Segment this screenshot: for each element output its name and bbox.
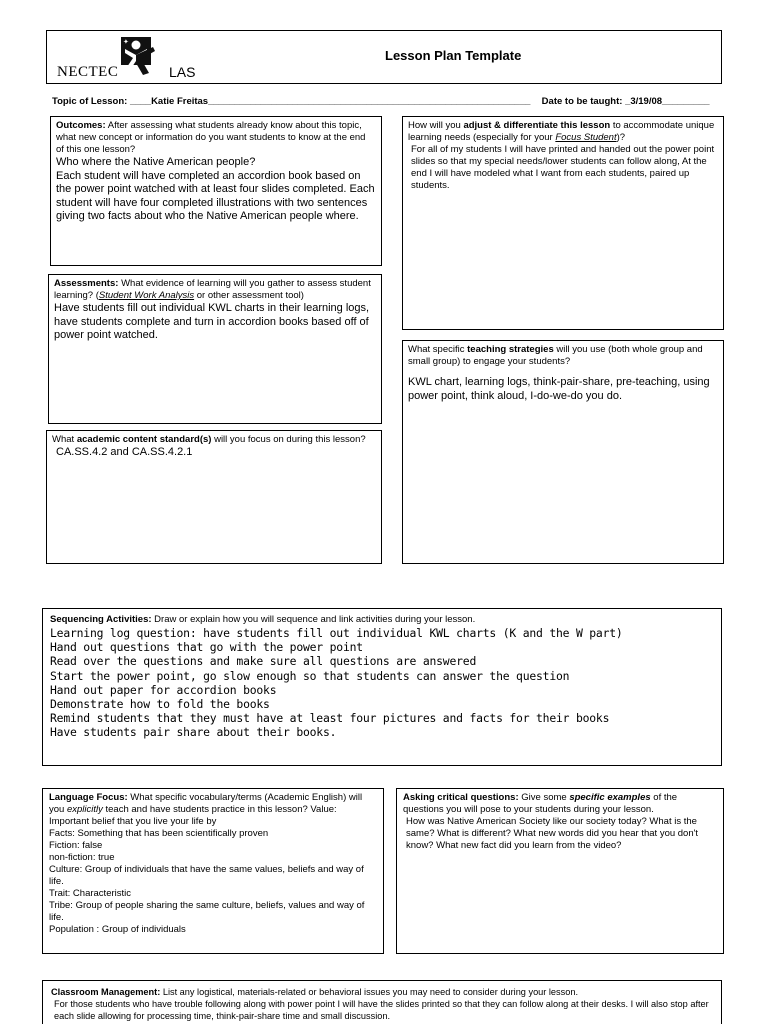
language-box	[42, 788, 384, 954]
language-line-7: Population : Group of individuals	[49, 924, 186, 935]
adjust-prompt: How will you adjust & differentiate this lesson to accommodate unique learning needs (especially for your Focus Student)?	[408, 120, 715, 143]
sequencing-line-1: Learning log question: have students fill out individual KWL charts (K and the W part)	[50, 626, 623, 640]
strategies-box	[402, 340, 724, 564]
nectec-logo	[55, 35, 205, 79]
management-box	[42, 980, 722, 1024]
critical-response: How was Native American Society like our society today? What is the same? What is different? What new words did you hear that you don't know? What new fact did you learn from the video?	[406, 816, 699, 851]
language-line-3: non-fiction: true	[49, 852, 115, 863]
management-prompt: Classroom Management: List any logistical, materials-related or behavioral issues you may need to consider during your lesson.	[51, 987, 579, 997]
language-line-4: Culture: Group of individuals that have the same values, beliefs and way of life.	[49, 864, 364, 887]
sequencing-line-5: Hand out paper for accordion books	[50, 682, 277, 697]
critical-prompt: Asking critical questions: Give some specific examples of the questions you will pose to your students during your lesson.	[403, 792, 678, 815]
topic-value: ____Katie Freitas_____________________________________________________________	[129, 96, 531, 107]
adjust-box	[402, 116, 724, 330]
assessments-response: Have students fill out individual KWL charts in their learning logs, have students complete and turn in accordion books based off of power point watched.	[54, 302, 370, 341]
critical-box	[396, 788, 724, 954]
sequencing-line-4: Start the power point, go slow enough so that students can answer the question	[50, 668, 570, 683]
assessments-box	[48, 274, 382, 424]
logo-text-left: NECTEC	[57, 64, 119, 80]
sequencing-line-6: Demonstrate how to fold the books	[50, 697, 270, 712]
management-response: For those students who have trouble following along with power point I will have the slides printed so that they can follow along at their desks. I will also stop after each slide allowing for processing time, think-pair-share time and small discussion.	[54, 999, 709, 1021]
standards-response: CA.SS.4.2 and CA.SS.4.2.1	[56, 446, 193, 458]
language-line-5: Trait: Characteristic	[49, 888, 131, 899]
sequencing-box	[42, 608, 722, 766]
strategies-response: KWL chart, learning logs, think-pair-share, pre-teaching, using power point, think aloud, I-do-we-do you do.	[408, 376, 710, 402]
svg-text:✦: ✦	[123, 39, 129, 46]
language-line-6: Tribe: Group of people sharing the same culture, beliefs, values and way of life.	[49, 900, 365, 923]
page-title: Lesson Plan Template	[385, 48, 522, 63]
sequencing-line-8: Have students pair share about their books.	[50, 725, 337, 740]
sequencing-line-3: Read over the questions and make sure all questions are answered	[50, 654, 477, 669]
header-box	[46, 30, 722, 84]
standards-box	[46, 430, 382, 564]
figure-logo-icon	[119, 35, 163, 77]
sequencing-line-2: Hand out questions that go with the power point	[50, 640, 363, 655]
outcomes-response-2: Each student will have completed an accordion book based on the power point watched with at least four slides completed. Each student will have four completed illustrations with two sentences giving two facts about who the Native American people where.	[56, 169, 375, 222]
standards-prompt: What academic content standard(s) will you focus on during this lesson?	[52, 434, 366, 445]
topic-row	[52, 96, 762, 107]
assessments-prompt: Assessments: What evidence of learning will you gather to assess student learning? (Student Work Analysis or other assessment tool)	[54, 278, 371, 301]
sequencing-line-7: Remind students that they must have at least four pictures and facts for their books	[50, 711, 610, 726]
adjust-response: For all of my students I will have printed and handed out the power point slides so that my special needs/lower students can follow along, At the end I will have modeled what I want from each students, paired up students.	[411, 144, 715, 191]
logo-text-right: LAS	[169, 64, 196, 80]
outcomes-prompt: Outcomes: After assessing what students already know about this topic, what new concept or information do you want students to know at the end of this one lesson?	[56, 120, 366, 155]
language-prompt: Language Focus: What specific vocabulary/terms (Academic English) will you explicitly teach and have students practice in this lesson? Value: Important belief that you live your life by	[49, 792, 363, 827]
strategies-prompt: What specific teaching strategies will you use (both whole group and small group) to engage your students?	[408, 344, 703, 367]
outcomes-response-1: Who where the Native American people?	[56, 156, 256, 168]
language-line-2: Fiction: false	[49, 840, 103, 851]
date-value: _3/19/08_________	[625, 96, 710, 107]
date-label: Date to be taught:	[541, 96, 623, 107]
outcomes-box	[50, 116, 382, 266]
topic-label: Topic of Lesson:	[52, 96, 128, 107]
language-line-1: Facts: Something that has been scientifically proven	[49, 828, 269, 839]
sequencing-prompt: Sequencing Activities: Draw or explain how you will sequence and link activities during your lesson.	[50, 614, 476, 625]
